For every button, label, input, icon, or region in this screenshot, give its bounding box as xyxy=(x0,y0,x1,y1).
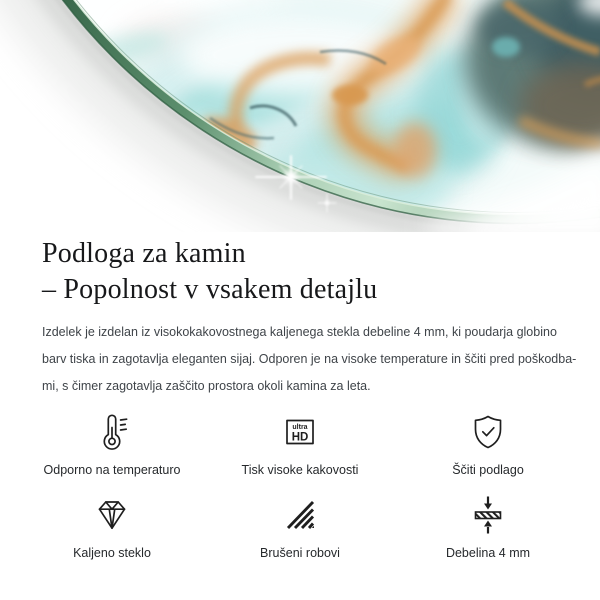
feature-temperature xyxy=(18,412,206,477)
feature-label: Kaljeno steklo xyxy=(73,546,151,560)
page-title-line-2: – Popolnost v vsakem detajlu xyxy=(42,274,378,305)
polished-edges-icon xyxy=(280,495,320,535)
page-title xyxy=(42,236,570,308)
ultra-hd-icon-text-top: ultra xyxy=(292,424,308,432)
shield-check-icon xyxy=(468,412,508,452)
feature-thickness xyxy=(394,495,582,560)
feature-label: Tisk visoke kakovosti xyxy=(241,463,359,477)
feature-label: Brušeni robovi xyxy=(260,546,340,560)
diamond-icon xyxy=(92,495,132,535)
ultra-hd-icon xyxy=(280,412,320,452)
feature-label: Ščiti podlago xyxy=(452,463,524,477)
feature-label: Debelina 4 mm xyxy=(445,546,531,560)
ultra-hd-icon-text-bottom: HD xyxy=(291,431,309,444)
feature-label: Odporno na temperaturo xyxy=(43,463,181,477)
hero-glass-panel-image xyxy=(0,0,600,232)
description-line: barv tiska in zagotavlja eleganten sijaj. Odporen je na visoke temperature in ščiti pred poškodba- xyxy=(42,352,577,366)
feature-print-quality xyxy=(206,412,394,477)
content-section xyxy=(0,236,600,400)
description-line: Izdelek je izdelan iz visokokakovostnega kaljenega stekla debeline 4 mm, ki poudarja globino xyxy=(42,325,557,339)
compressed-thickness-icon xyxy=(468,495,508,535)
feature-tempered-glass xyxy=(18,495,206,560)
features-grid xyxy=(0,412,600,560)
feature-protection xyxy=(394,412,582,477)
feature-polished-edges xyxy=(206,495,394,560)
page-title-line-1: Podloga za kamin xyxy=(42,238,246,269)
thermometer-icon xyxy=(92,412,132,452)
description-line: mi, s čimer zagotavlja zaščito prostora okoli kamina za leta. xyxy=(42,379,371,393)
product-description xyxy=(42,319,577,400)
